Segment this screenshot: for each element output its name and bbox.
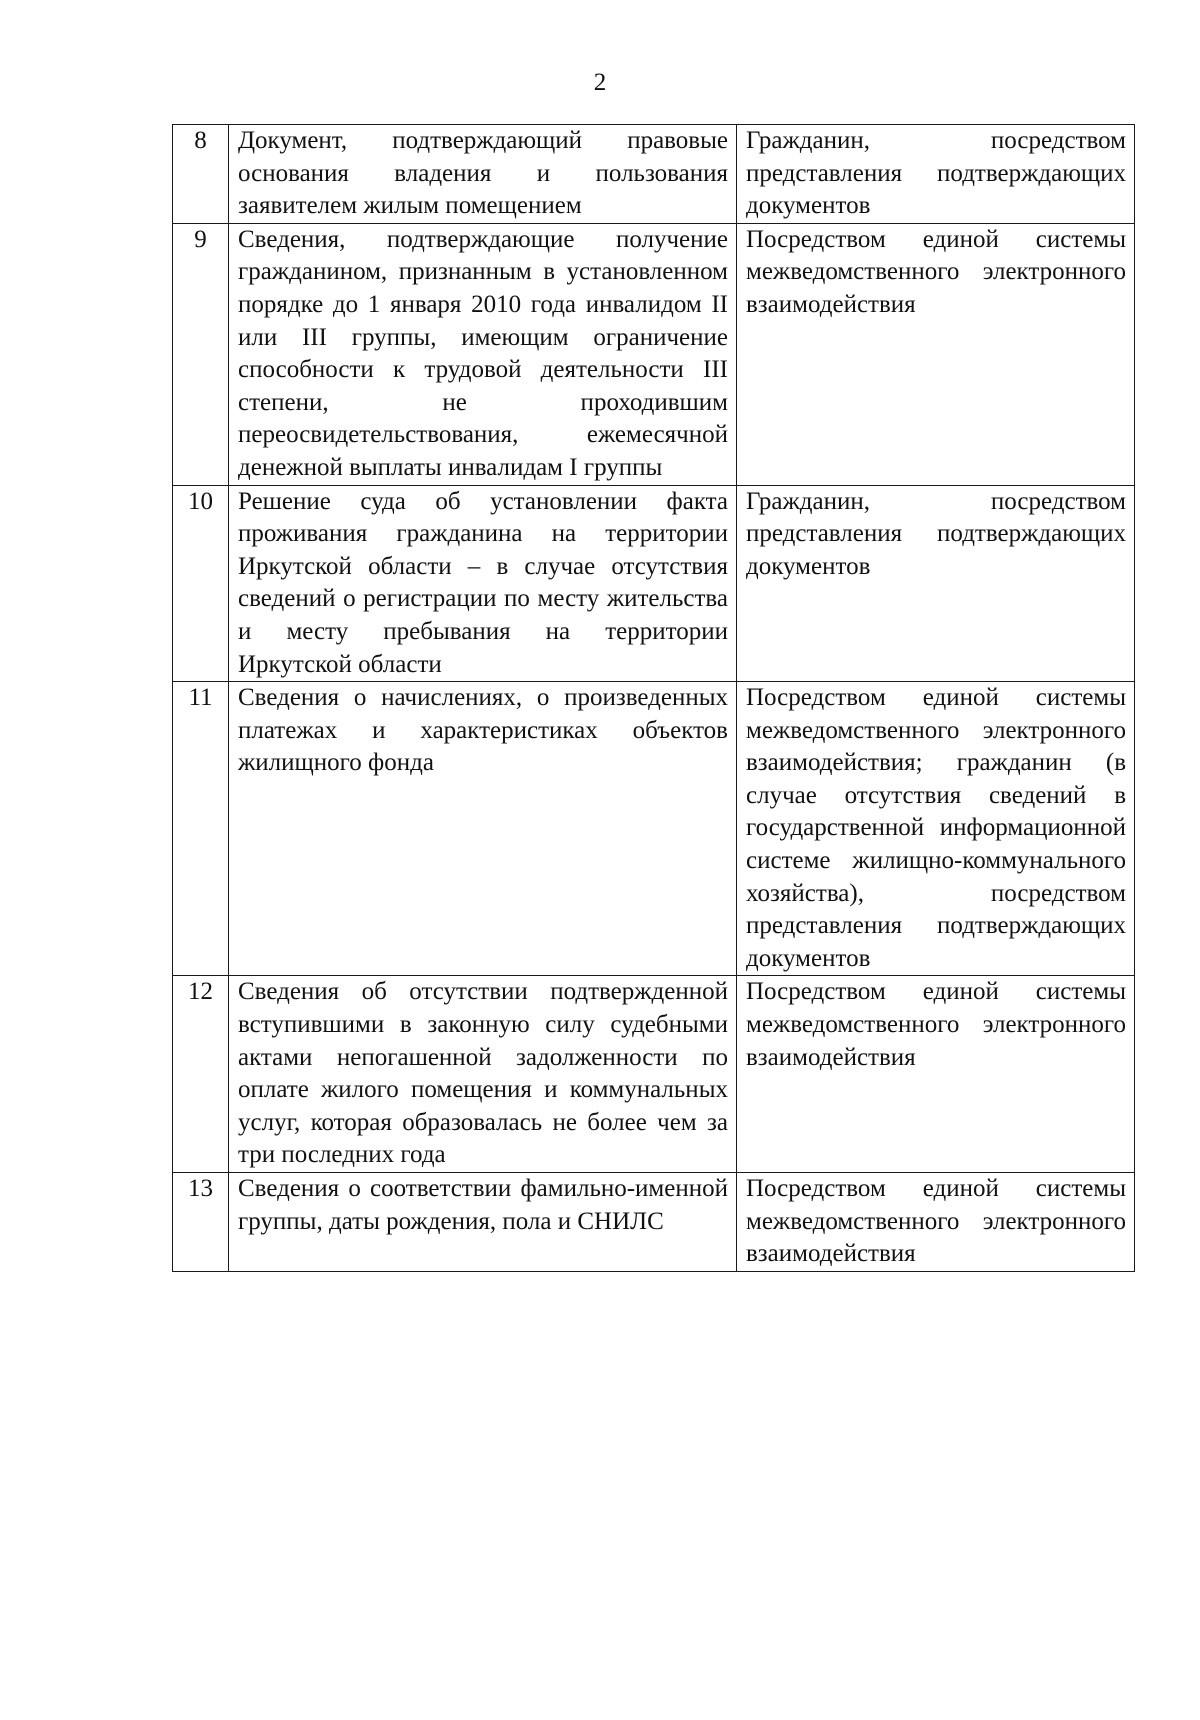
row-number: 10 (173, 485, 229, 682)
document-description: Сведения, подтверждающие получение гражданином, признанным в установленном порядке до 1 января 2010 года инвалидом II или III группы, имеющим ограничение способности к трудовой деятельности III степени, не проходившим переосвидетельствования, ежемесячной денежной выплаты инвалидам I группы (229, 223, 737, 485)
documents-table (172, 124, 1135, 1272)
row-number: 8 (173, 125, 229, 224)
document-source: Гражданин, посредством представления подтверждающих документов (737, 125, 1135, 224)
document-description: Сведения об отсутствии подтвержденной вступившими в законную силу судебными актами непогашенной задолженности по оплате жилого помещения и коммунальных услуг, которая образовалась не более чем за три последних года (229, 976, 737, 1173)
table-row (173, 485, 1135, 682)
document-description: Решение суда об установлении факта проживания гражданина на территории Иркутской области – в случае отсутствия сведений о регистрации по месту жительства и месту пребывания на территории Иркутской области (229, 485, 737, 682)
row-number: 12 (173, 976, 229, 1173)
document-source: Посредством единой системы межведомственного электронного взаимодействия (737, 1173, 1135, 1272)
table-row (173, 125, 1135, 224)
document-description: Сведения о начислениях, о произведенных платежах и характеристиках объектов жилищного фонда (229, 682, 737, 976)
document-description: Документ, подтверждающий правовые основания владения и пользования заявителем жилым помещением (229, 125, 737, 224)
document-source: Гражданин, посредством представления подтверждающих документов (737, 485, 1135, 682)
table-row (173, 682, 1135, 976)
table-row (173, 1173, 1135, 1272)
row-number: 13 (173, 1173, 229, 1272)
table-row (173, 223, 1135, 485)
document-source: Посредством единой системы межведомственного электронного взаимодействия (737, 223, 1135, 485)
document-source: Посредством единой системы межведомственного электронного взаимодействия; гражданин (в случае отсутствия сведений в государственной информационной системе жилищно-коммунального хозяйства), посредством представления подтверждающих документов (737, 682, 1135, 976)
row-number: 11 (173, 682, 229, 976)
page-number: 2 (593, 69, 607, 96)
document-description: Сведения о соответствии фамильно-именной группы, даты рождения, пола и СНИЛС (229, 1173, 737, 1272)
table-row (173, 976, 1135, 1173)
document-source: Посредством единой системы межведомственного электронного взаимодействия (737, 976, 1135, 1173)
row-number: 9 (173, 223, 229, 485)
